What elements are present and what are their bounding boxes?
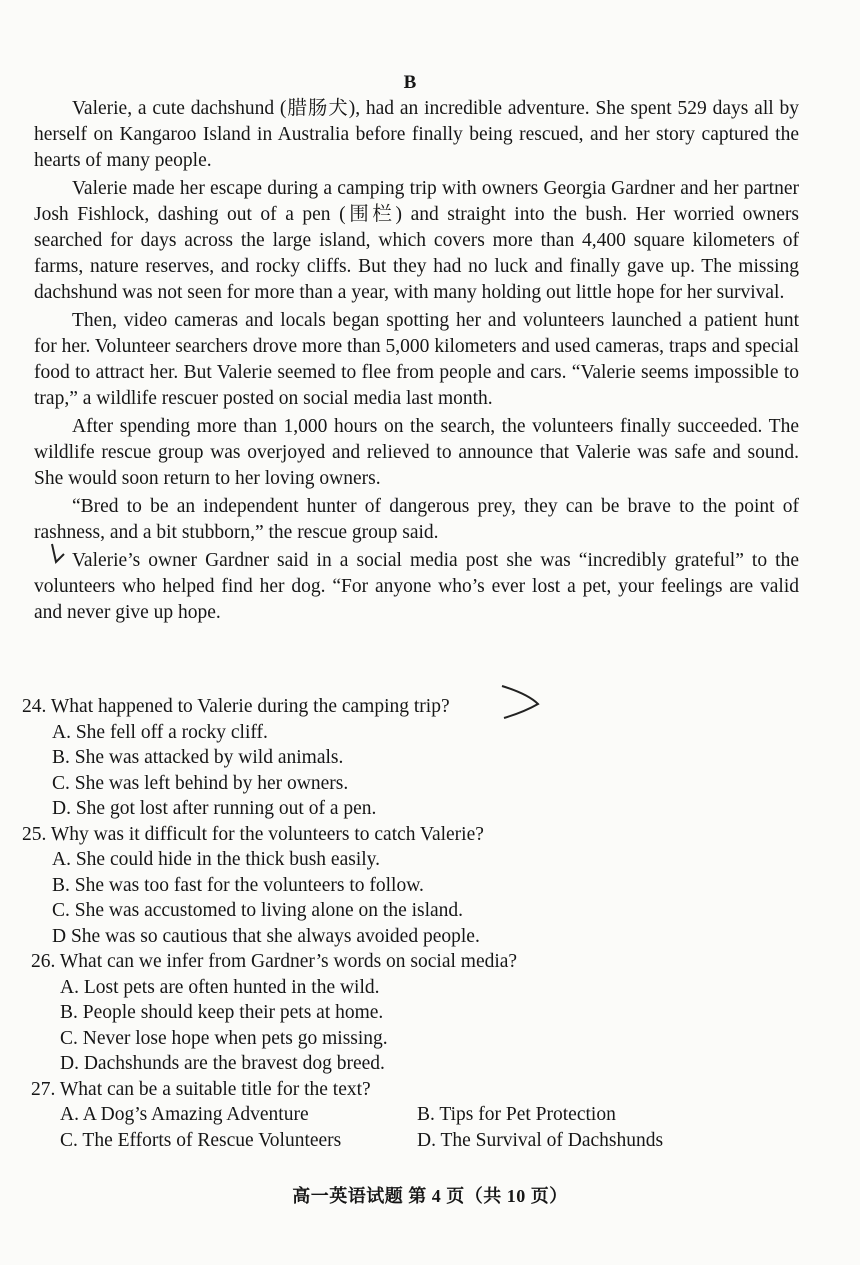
question-24 [22,694,802,822]
page-footer: 高一英语试题 第 4 页（共 10 页） [292,1186,568,1206]
option-a: A. She could hide in the thick bush easily. [52,849,381,870]
question-27 [22,1077,802,1154]
option-d: D. Dachshunds are the bravest dog breed. [60,1053,385,1074]
option-c: C. Never lose hope when pets go missing. [60,1027,388,1049]
passage-paragraph: Then, video cameras and locals began spotting her and volunteers launched a patient hunt for her. Volunteer searchers drove more than 5,000 kilometers and used cameras, traps and special food to attract her. But Valerie seemed to flee from people and cars. “Valerie seems impossible to trap,” a wildlife rescuer posted on social media last month. [34,310,799,409]
option-a: A. She fell off a rocky cliff. [52,721,268,743]
question-list [22,694,802,1153]
passage-paragraph: Valerie, a cute dachshund (腊肠犬), had an incredible adventure. She spent 529 days all by herself on Kangaroo Island in Australia before finally being rescued, and her story captured the hearts of many people. [34,98,799,171]
option-a: A. Lost pets are often hunted in the wild. [60,976,380,998]
passage-paragraph: Valerie’s owner Gardner said in a social media post she was “incredibly grateful” to the volunteers who helped find her dog. “For anyone who’s ever lost a pet, your feelings are valid and never give up hope. [34,550,799,623]
option-c: C. She was accustomed to living alone on the island. [52,900,464,921]
option-b: B. She was too fast for the volunteers to follow. [52,874,424,896]
option-d: D She was so cautious that she always avoided people. [52,925,480,947]
passage-paragraph: After spending more than 1,000 hours on the search, the volunteers finally succeeded. The wildlife rescue group was overjoyed and relieved to announce that Valerie was safe and sound. She would soon return to her loving owners. [34,416,799,489]
option-c: C. She was left behind by her owners. [52,772,349,794]
question-stem: 25. Why was it difficult for the volunteers to catch Valerie? [22,823,484,845]
passage-paragraph: “Bred to be an independent hunter of dangerous prey, they can be brave to the point of rashness, and a bit stubborn,” the rescue group said. [34,496,799,543]
option-d: D. She got lost after running out of a pen. [52,798,377,819]
options-grid [60,1102,802,1153]
question-stem: 27. What can be a suitable title for the text? [31,1078,371,1100]
reading-passage [34,96,799,628]
section-title: B [403,72,417,93]
question-26 [22,949,802,1077]
option-a: A. A Dog’s Amazing Adventure [60,1104,309,1125]
option-b: B. People should keep their pets at home. [60,1002,384,1023]
option-b: B. Tips for Pet Protection [417,1104,616,1125]
passage-paragraph: Valerie made her escape during a camping trip with owners Georgia Gardner and her partner Josh Fishlock, dashing out of a pen (围栏) and straight into the bush. Her worried owners searched for days across the large island, which covers more than 4,400 square kilometers of farms, nature reserves, and rocky cliffs. But they had no luck and finally gave up. The missing dachshund was not seen for more than a year, with many holding out little hope for her survival. [34,178,799,303]
option-c: C. The Efforts of Rescue Volunteers [60,1129,342,1151]
question-stem: 24. What happened to Valerie during the camping trip? [22,696,450,717]
question-25 [22,822,802,950]
option-d: D. The Survival of Dachshunds [417,1129,664,1151]
question-stem: 26. What can we infer from Gardner’s words on social media? [31,951,518,972]
option-b: B. She was attacked by wild animals. [52,747,344,768]
